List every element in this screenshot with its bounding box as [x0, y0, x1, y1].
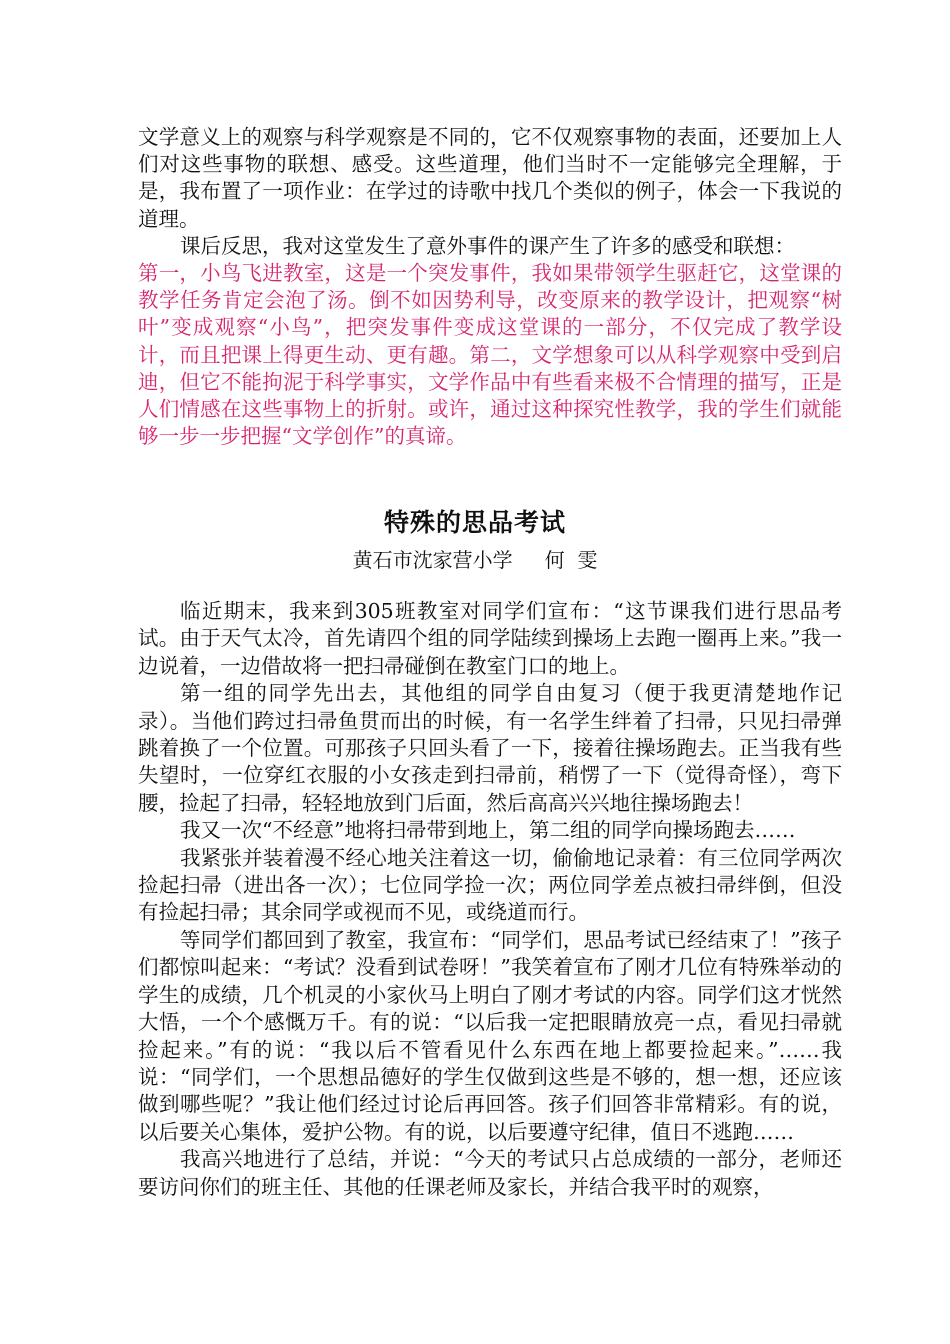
- previous-article-section: [138, 124, 842, 450]
- article-paragraph: 等同学们都回到了教室，我宣布：“同学们，思品考试已经结束了！”孩子们都惊叫起来：“考试？没看到试卷呀！”我笑着宣布了刚才几位有特殊举动的学生的成绩，几个机灵的小家伙马上明白了刚才考试的内容。同学们这才恍然大悟，一个个感慨万千。有的说：“以后我一定把眼睛放亮一点，看见扫帚就捡起来。”有的说：“我以后不管看见什么东西在地上都要捡起来。”……我说：“同学们，一个思想品德好的学生仅做到这些是不够的，想一想，还应该做到哪些呢？”我让他们经过讨论后再回答。孩子们回答非常精彩。有的说，以后要关心集体，爱护公物。有的说，以后要遵守纪律，值日不逃跑……: [138, 927, 842, 1144]
- author-name: 何 雯: [544, 548, 598, 572]
- paragraph-continuation: 文学意义上的观察与科学观察是不同的，它不仅观察事物的表面，还要加上人们对这些事物的联想、感受。这些道理，他们当时不一定能够完全理解，于是，我布置了一项作业：在学过的诗歌中找几个类似的例子，体会一下我说的道理。: [138, 125, 842, 231]
- school-name: 黄石市沈家营小学: [352, 548, 513, 572]
- article-paragraph: 我高兴地进行了总结，并说：“今天的考试只占总成绩的一部分，老师还要访问你们的班主任、其他的任课老师及家长，并结合我平时的观察，: [138, 1147, 842, 1199]
- article-paragraph: 临近期末，我来到305班教室对同学们宣布：“这节课我们进行思品考试。由于天气太冷，首先请四个组的同学陆续到操场上去跑一圈再上来。”我一边说着，一边借故将一把扫帚碰倒在教室门口的地上。: [138, 599, 842, 678]
- article-title: 特殊的思品考试: [383, 508, 566, 537]
- article-byline: [0, 547, 950, 573]
- article-paragraph: 第一组的同学先出去，其他组的同学自由复习（便于我更清楚地作记录）。当他们跨过扫帚鱼贯而出的时候，有一名学生绊着了扫帚，只见扫帚弹跳着换了一个位置。可那孩子只回头看了一下，接着往操场跑去。正当我有些失望时，一位穿红衣服的小女孩走到扫帚前，稍愣了一下（觉得奇怪），弯下腰，捡起了扫帚，轻轻地放到门后面，然后高高兴兴地往操场跑去！: [138, 681, 842, 815]
- article-body: [138, 598, 842, 1201]
- article-paragraph: 我紧张并装着漫不经心地关注着这一切，偷偷地记录着：有三位同学两次捡起扫帚（进出各一次）；七位同学捡一次；两位同学差点被扫帚绊倒，但没有捡起扫帚；其余同学或视而不见，或绕道而行。: [138, 845, 842, 925]
- article-paragraph: 我又一次“不经意”地将扫帚带到地上，第二组的同学向操场跑去……: [180, 818, 796, 843]
- reflection-intro: 课后反思，我对这堂发生了意外事件的课产生了许多的感受和联想：: [180, 233, 795, 258]
- reflection-highlight: 第一，小鸟飞进教室，这是一个突发事件，我如果带领学生驱赶它，这堂课的教学任务肯定会泡了汤。倒不如因势利导，改变原来的教学设计，把观察“树叶”变成观察“小鸟”，把突发事件变成这堂课的一部分，不仅完成了教学设计，而且把课上得更生动、更有趣。第二，文学想象可以从科学观察中受到启迪，但它不能拘泥于科学事实，文学作品中有些看来极不合情理的描写，正是人们情感在这些事物上的折射。或许，通过这种探究性教学，我的学生们就能够一步一步把握“文学创作”的真谛。: [138, 261, 842, 449]
